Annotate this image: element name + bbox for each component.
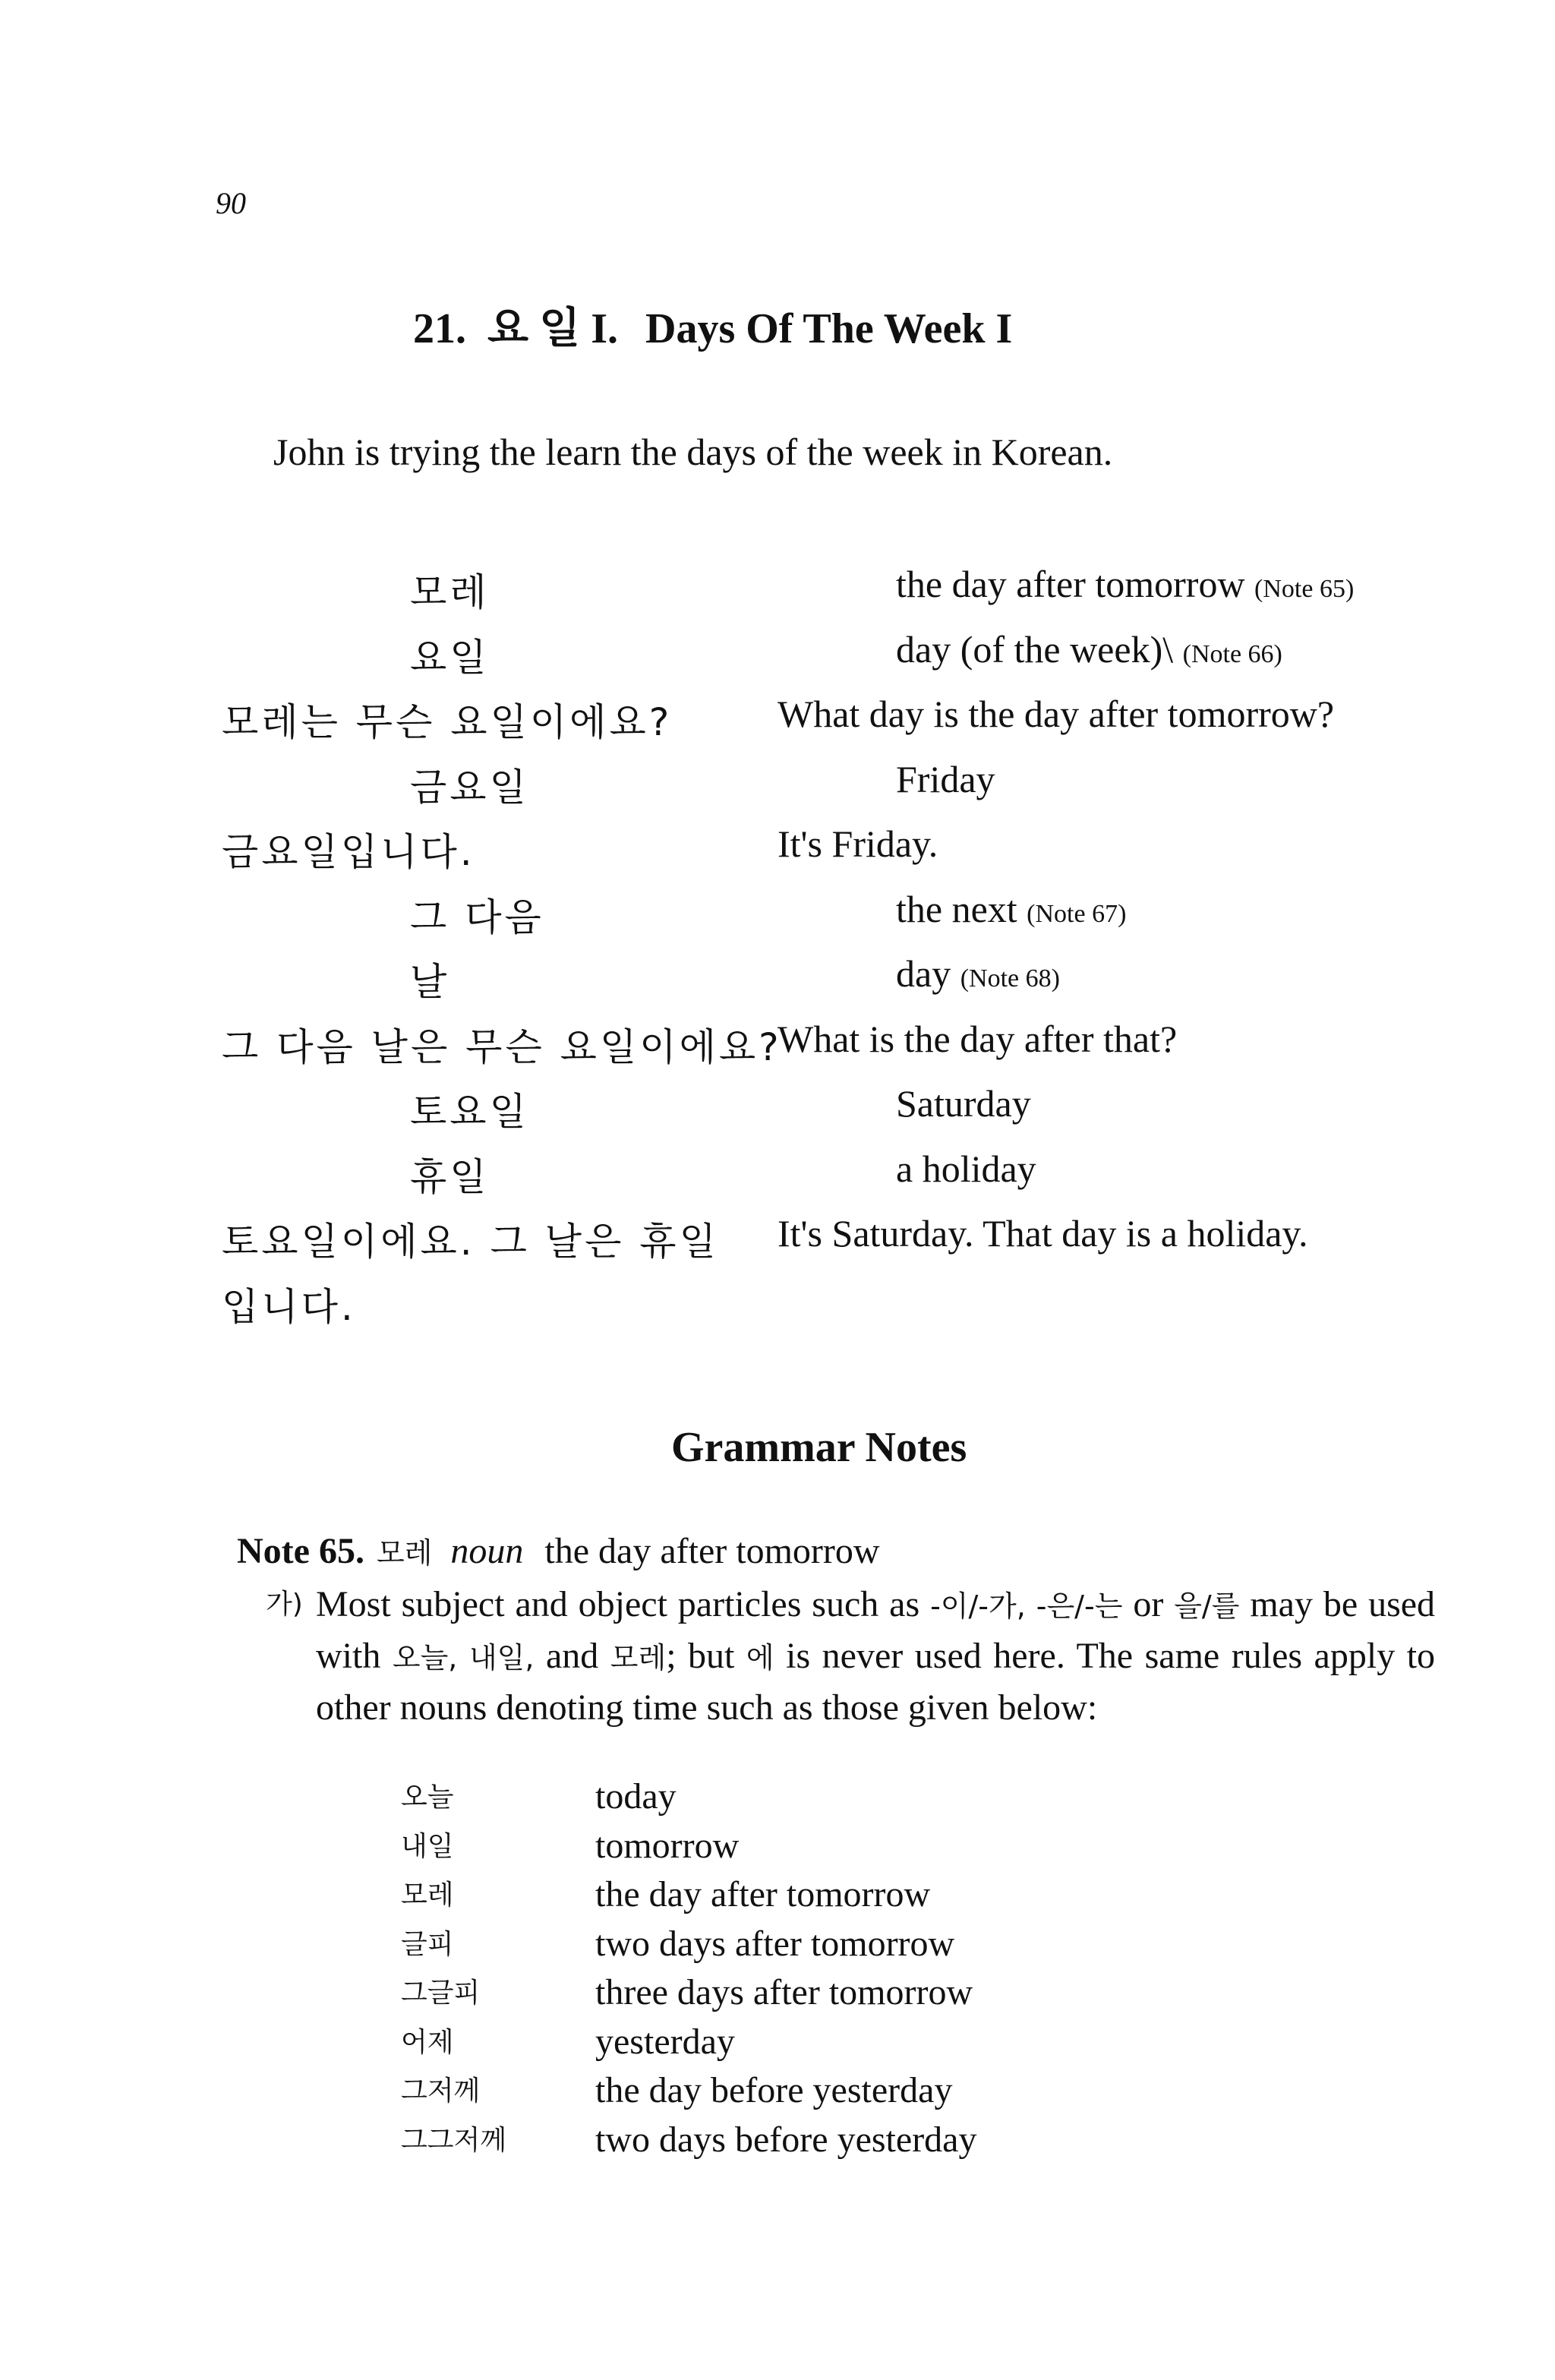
vocab-english: [896, 757, 995, 801]
vocab-english-text: day (of the week)\: [896, 627, 1174, 671]
vocab-english-text: Friday: [896, 757, 995, 800]
time-word-row: [0, 1971, 1555, 2020]
note-65-gloss: the day after tomorrow: [544, 1531, 880, 1571]
time-word-row: [0, 1873, 1555, 1922]
time-word-row: [0, 1776, 1555, 1824]
vocab-english: [896, 952, 1060, 996]
vocab-english-text: Saturday: [896, 1082, 1031, 1125]
time-word-row: [0, 2119, 1555, 2167]
lesson-number: 21.: [413, 305, 466, 352]
note-65-text-5: ; but: [666, 1636, 735, 1676]
vocab-row: [0, 757, 1555, 818]
vocab-english: [896, 887, 1126, 931]
vocab-english-text: day: [896, 952, 951, 995]
vocab-row: [0, 1081, 1555, 1142]
note-65-text-2: or: [1133, 1584, 1164, 1624]
time-word-english: the day after tomorrow: [595, 1874, 931, 1914]
time-word-korean: 그그저께: [401, 2124, 507, 2156]
vocab-english-text: the day after tomorrow: [896, 563, 1245, 605]
vocab-korean: 입니다.: [222, 1284, 356, 1329]
note-65-word-moreh: 모레: [610, 1641, 667, 1675]
grammar-heading: Grammar Notes: [671, 1424, 967, 1471]
note-65-words: 오늘, 내일,: [392, 1641, 535, 1675]
time-word-english: today: [595, 1776, 677, 1817]
time-word-korean: 모레: [401, 1880, 454, 1911]
time-word-korean: 그글피: [401, 1978, 481, 2009]
vocab-korean: 토요일: [410, 1090, 529, 1134]
vocab-korean: 그 다음 날은 무슨 요일이에요?: [222, 1024, 782, 1069]
note-65-label: Note 65.: [237, 1531, 364, 1571]
vocab-english-text: It's Saturday. That day is a holiday.: [778, 1212, 1308, 1255]
vocab-row: [0, 692, 1555, 753]
time-word-english: tomorrow: [595, 1825, 740, 1866]
time-word-english: yesterday: [595, 2021, 735, 2062]
note-65-korean: 모레: [376, 1536, 433, 1570]
note-65-text-6: is never used here. The same rules apply to other nouns denoting time such as those given below:: [316, 1636, 1436, 1728]
lesson-title-english: Days Of The Week I: [645, 305, 1013, 352]
vocab-english: [896, 562, 1354, 606]
vocab-row: [0, 822, 1555, 882]
time-word-row: [0, 2069, 1555, 2118]
vocab-english-text: a holiday: [896, 1147, 1036, 1190]
vocab-korean: 토요일이에요. 그 날은 휴일: [222, 1220, 719, 1264]
time-word-korean: 그저께: [401, 2075, 481, 2107]
intro-text: John is trying the learn the days of the week in Korean.: [273, 431, 1113, 473]
time-word-row: [0, 1923, 1555, 1971]
note-reference: (Note 65): [1254, 575, 1355, 603]
vocab-english: [896, 627, 1282, 671]
vocab-korean: 날: [410, 960, 450, 1004]
time-word-korean: 오늘: [401, 1782, 454, 1813]
note-65-particle-e: 에: [746, 1641, 774, 1675]
time-word-english: two days before yesterday: [595, 2119, 977, 2160]
note-reference: (Note 68): [960, 964, 1060, 993]
note-65-pos: noun: [450, 1531, 524, 1571]
vocab-english: [778, 692, 1334, 736]
time-word-english: three days after tomorrow: [595, 1972, 973, 2012]
vocab-row: [0, 1147, 1555, 1207]
vocab-row: [0, 1211, 1555, 1272]
vocab-korean: 요일: [410, 635, 490, 680]
vocab-korean: 그 다음: [410, 895, 544, 939]
vocab-english: [778, 1017, 1177, 1061]
vocab-english-text: What day is the day after tomorrow?: [778, 693, 1335, 735]
vocab-row: [0, 887, 1555, 948]
vocab-english: [896, 1081, 1031, 1125]
lesson-title-korean: 요 일 I.: [487, 305, 618, 352]
vocab-english: [778, 1211, 1308, 1255]
page-number: 90: [216, 186, 246, 220]
vocab-row: [0, 1017, 1555, 1078]
note-65-particles-2: 을/를: [1174, 1589, 1240, 1623]
vocab-korean: 금요일입니다.: [222, 830, 475, 874]
note-65-particles-1: -이/-가, -은/-는: [930, 1589, 1123, 1623]
time-word-row: [0, 1825, 1555, 1873]
vocab-korean: 휴일: [410, 1154, 490, 1199]
note-65-body: [316, 1580, 1435, 1733]
note-65-text-1: Most subject and object particles such as: [316, 1584, 920, 1624]
time-word-english: two days after tomorrow: [595, 1923, 955, 1964]
vocab-korean: 금요일: [410, 765, 529, 810]
note-65-item: [266, 1580, 1435, 1733]
vocab-korean: 모레: [410, 570, 490, 614]
vocab-korean: 모레는 무슨 요일이에요?: [222, 700, 673, 744]
note-65-text-3: may be used with: [316, 1584, 1436, 1676]
vocab-row: [0, 627, 1555, 688]
vocab-english: [896, 1147, 1036, 1191]
time-word-korean: 어제: [401, 2026, 454, 2058]
vocab-english-text: the next: [896, 887, 1017, 930]
vocab-english-text: It's Friday.: [778, 822, 938, 865]
time-word-row: [0, 2021, 1555, 2069]
note-reference: (Note 67): [1027, 899, 1127, 928]
item-marker: 가): [266, 1589, 303, 1620]
vocab-english: [778, 822, 938, 866]
time-word-korean: 글피: [401, 1928, 454, 1960]
vocab-row: [0, 1277, 1555, 1337]
time-word-english: the day before yesterday: [595, 2070, 953, 2110]
note-reference: (Note 66): [1182, 639, 1282, 668]
vocab-row: [0, 562, 1555, 623]
vocab-english-text: What is the day after that?: [778, 1017, 1178, 1060]
vocab-row: [0, 952, 1555, 1012]
note-65-text-4: and: [545, 1636, 599, 1676]
note-65-title: [237, 1529, 880, 1572]
time-word-korean: 내일: [401, 1830, 454, 1862]
